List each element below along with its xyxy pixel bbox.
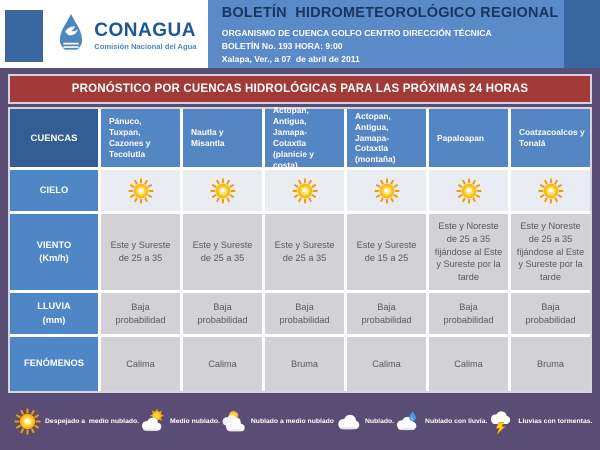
lluvia-cell: Baja probabilidad (429, 293, 508, 334)
legend-label: Nublado con lluvia. (425, 417, 488, 425)
row-label-lluvia: LLUVIA (mm) (10, 293, 98, 334)
legend-label: Nublado. (364, 417, 395, 425)
bulletin-date: Xalapa, Ver., a 07 de abril de 2011 (221, 54, 360, 64)
sun-icon (128, 178, 154, 204)
viento-cell: Este y Sureste de 25 a 35 (265, 214, 344, 290)
header-title-panel (208, 0, 565, 68)
lluvia-cell: Baja probabilidad (265, 293, 344, 334)
sun-icon (210, 178, 236, 204)
main-content (0, 68, 600, 393)
decorative-block-right (564, 0, 600, 68)
cielo-cell (183, 170, 262, 211)
fenomenos-cell: Calima (347, 337, 426, 391)
column-header: Papaloapan (429, 109, 508, 167)
sun-cloud-icon (139, 408, 166, 435)
viento-cell: Este y Noreste de 25 a 35 fijándose al Este y Sureste por la tarde (511, 214, 590, 290)
legend-label: Medio nublado. (170, 417, 220, 425)
legend-label: Despejado a medio nublado. (45, 417, 140, 425)
row-label-viento: VIENTO (Km/h) (10, 214, 98, 290)
legend-item (220, 408, 334, 435)
legend-item (334, 408, 394, 435)
weather-legend (0, 393, 600, 449)
cielo-cell (101, 170, 180, 211)
table-corner-cuencas: CUENCAS (10, 109, 98, 167)
column-header: Pánuco, Tuxpan, Cazones y Tecolutla (101, 109, 180, 167)
legend-label: Nublado a medio nublado (250, 417, 334, 425)
bulletin-number: BOLETÍN No. 193 HORA: 9:00 (221, 41, 343, 51)
legend-item (487, 408, 592, 435)
conagua-drop-icon (54, 11, 88, 61)
column-header: Coatzacoalcos y Tonalá (511, 109, 590, 167)
conagua-logo (43, 7, 208, 61)
logo-name: CONAGUA (94, 20, 196, 41)
cielo-cell (265, 170, 344, 211)
viento-cell: Este y Sureste de 25 a 35 (101, 214, 180, 290)
storm-icon (487, 408, 514, 435)
cloud-icon (334, 408, 361, 435)
forecast-table (8, 107, 592, 393)
viento-cell: Este y Sureste de 25 a 35 (183, 214, 262, 290)
sun-icon (292, 178, 318, 204)
header-left-panel (0, 0, 208, 68)
cielo-cell (511, 170, 590, 211)
fenomenos-cell: Bruma (511, 337, 590, 391)
row-label-cielo: CIELO (10, 170, 98, 211)
lluvia-cell: Baja probabilidad (183, 293, 262, 334)
fenomenos-cell: Calima (429, 337, 508, 391)
sun-icon (14, 408, 41, 435)
decorative-block (5, 10, 43, 62)
fenomenos-cell: Bruma (265, 337, 344, 391)
legend-item (394, 408, 487, 435)
sun-icon (374, 178, 400, 204)
legend-label: Lluvias con tormentas. (518, 417, 593, 425)
legend-item (139, 408, 220, 435)
legend-item (14, 408, 139, 435)
bulletin-title: BOLETÍN HIDROMETEOROLÓGICO REGIONAL (221, 5, 559, 21)
lluvia-cell: Baja probabilidad (347, 293, 426, 334)
forecast-banner-title: PRONÓSTICO POR CUENCAS HIDROLÓGICAS PARA LAS PRÓXIMAS 24 HORAS (71, 83, 529, 95)
sun-icon (456, 178, 482, 204)
clouds-sun-icon (220, 408, 247, 435)
sun-icon (538, 178, 564, 204)
column-header: Actopan, Antigua, Jamapa-Cotaxtla (planicie y costa) (265, 109, 344, 167)
column-header: Nautla y Misantla (183, 109, 262, 167)
cielo-cell (429, 170, 508, 211)
cloud-rain-icon (394, 408, 421, 435)
bulletin-subtitle: ORGANISMO DE CUENCA GOLFO CENTRO DIRECCIÓN TÉCNICA (221, 28, 492, 38)
lluvia-cell: Baja probabilidad (101, 293, 180, 334)
forecast-banner (8, 74, 592, 104)
lluvia-cell: Baja probabilidad (511, 293, 590, 334)
fenomenos-cell: Calima (183, 337, 262, 391)
fenomenos-cell: Calima (101, 337, 180, 391)
viento-cell: Este y Sureste de 15 a 25 (347, 214, 426, 290)
viento-cell: Este y Noreste de 25 a 35 fijándose al Este y Sureste por la tarde (429, 214, 508, 290)
cielo-cell (347, 170, 426, 211)
logo-tagline: Comisión Nacional del Agua (94, 42, 197, 51)
column-header: Actopan, Antigua, Jamapa- Cotaxtla (montaña) (347, 109, 426, 167)
header (0, 0, 600, 68)
row-label-fenomenos: FENÓMENOS (10, 337, 98, 391)
